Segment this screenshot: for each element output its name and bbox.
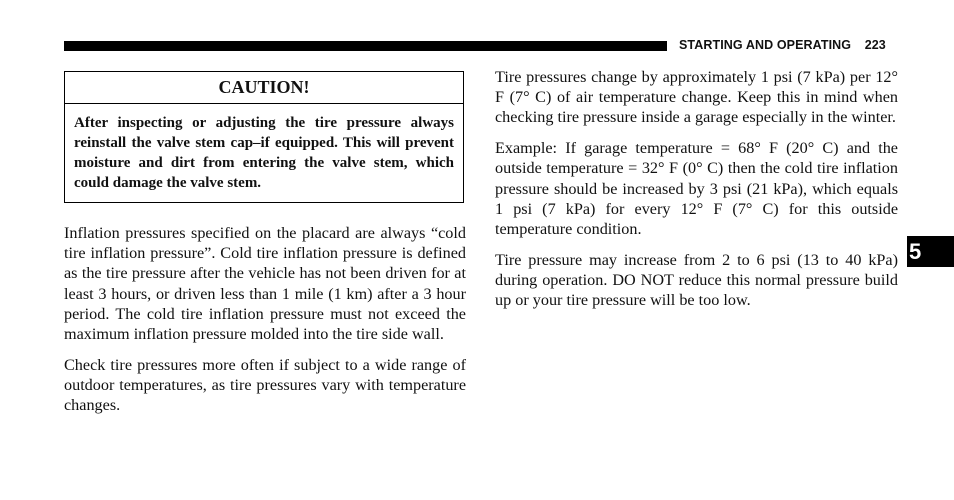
paragraph: Check tire pressures more often if subject to a wide range of outdoor temperatures, as tire pressures vary with temperature changes. <box>64 355 466 415</box>
header-rule <box>64 41 667 51</box>
right-column <box>495 67 898 321</box>
running-header <box>679 38 886 52</box>
page-number: 223 <box>864 38 886 52</box>
paragraph: Inflation pressures specified on the placard are always “cold tire inflation pressure”. Cold tire inflation pressure is defined as the tire pressure after the vehicle has not been driven for at least 3 hours, or driven less than 1 mile (1 km) after a 3 hour period. The cold tire inflation pressure must not exceed the maximum inflation pressure molded into the tire side wall. <box>64 224 466 344</box>
caution-box <box>64 71 464 203</box>
left-column <box>64 223 466 426</box>
paragraph: Example: If garage temperature = 68° F (20° C) and the outside temperature = 32° F (0° C) then the cold tire inflation pressure should be increased by 3 psi (21 kPa), which equals 1 psi (7 kPa) for every 12° F (7° C) for this outside temperature condition. <box>495 139 898 238</box>
paragraph: Tire pressure may increase from 2 to 6 psi (13 to 40 kPa) during operation. DO NOT reduce this normal pressure build up or your tire pressure will be too low. <box>495 250 898 310</box>
section-title: STARTING AND OPERATING <box>679 38 852 52</box>
paragraph: Tire pressures change by approximately 1 psi (7 kPa) per 12° F (7° C) of air temperature change. Keep this in mind when checking tire pressure inside a garage especially in the winter. <box>495 68 898 127</box>
caution-title: CAUTION! <box>65 72 463 104</box>
caution-text: After inspecting or adjusting the tire pressure always reinstall the valve stem cap–if equipped. This will prevent moisture and dirt from entering the valve stem, which could damage the valve stem. <box>74 115 454 191</box>
chapter-tab: 5 <box>907 236 954 267</box>
